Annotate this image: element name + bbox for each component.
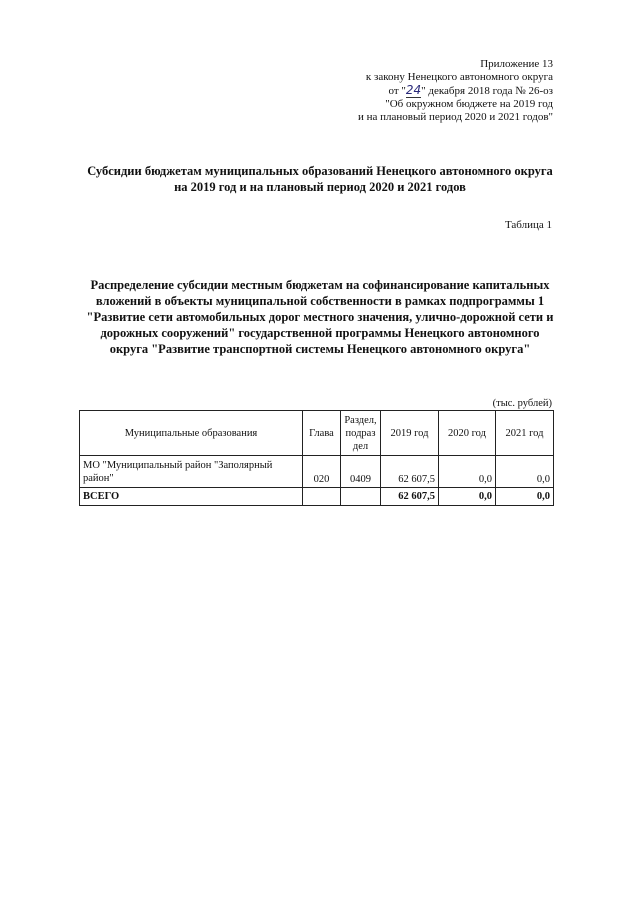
cell-2020: 0,0	[439, 456, 496, 488]
total-2019: 62 607,5	[381, 488, 439, 506]
sub-title	[70, 277, 570, 357]
total-glava-empty	[303, 488, 341, 506]
appendix-law-title-2: и на плановый период 2020 и 2021 годов"	[357, 111, 553, 123]
appendix-law-title-1: "Об окружном бюджете на 2019 год	[385, 98, 553, 110]
appendix-law-ref: к закону Ненецкого автономного округа	[365, 71, 553, 83]
sub-title-line-5: округа "Развитие транспортной системы Ненецкого автономного округа"	[109, 342, 531, 356]
header-2021: 2021 год	[496, 411, 554, 456]
sub-title-line-4: дорожных сооружений" государственной программы Ненецкого автономного	[100, 326, 540, 340]
appendix-header	[293, 58, 553, 124]
header-razdel-line-3: дел	[352, 440, 369, 452]
sub-title-line-2: вложений в объекты муниципальной собственности в рамках подпрограммы 1	[95, 294, 545, 308]
cell-glava: 020	[303, 456, 341, 488]
total-label: ВСЕГО	[80, 488, 303, 506]
units-label: (тыс. рублей)	[492, 398, 552, 409]
sub-title-line-1: Распределение субсидии местным бюджетам на софинансирование капитальных	[90, 278, 550, 292]
municipality-name-line-2: район"	[83, 472, 114, 484]
main-title	[70, 163, 570, 195]
table-row	[80, 456, 554, 488]
appendix-number: Приложение 13	[480, 58, 553, 70]
handwritten-day: 24	[405, 83, 422, 97]
header-glava: Глава	[303, 411, 341, 456]
header-2019: 2019 год	[381, 411, 439, 456]
subsidy-table	[79, 410, 554, 506]
cell-2021: 0,0	[496, 456, 554, 488]
cell-2019: 62 607,5	[381, 456, 439, 488]
appendix-date-suffix: " декабря 2018 года № 26-оз	[421, 85, 553, 97]
total-2021: 0,0	[496, 488, 554, 506]
header-razdel-line-2: подраз	[345, 427, 376, 439]
header-2020: 2020 год	[439, 411, 496, 456]
main-title-line-1: Субсидии бюджетам муниципальных образований Ненецкого автономного округа	[87, 164, 553, 178]
sub-title-line-3: "Развитие сети автомобильных дорог местного значения, улично-дорожной сети и	[86, 310, 554, 324]
total-2020: 0,0	[439, 488, 496, 506]
appendix-date-prefix: от "	[388, 85, 406, 97]
cell-razdel: 0409	[341, 456, 381, 488]
header-municipality: Муниципальные образования	[80, 411, 303, 456]
table-label: Таблица 1	[504, 219, 552, 231]
header-razdel-line-1: Раздел,	[344, 414, 377, 426]
cell-municipality	[80, 456, 303, 488]
appendix-date-line	[293, 84, 553, 98]
header-razdel	[341, 411, 381, 456]
table-total-row	[80, 488, 554, 506]
total-razdel-empty	[341, 488, 381, 506]
main-title-line-2: на 2019 год и на плановый период 2020 и 2021 годов	[174, 180, 466, 194]
municipality-name-line-1: МО "Муниципальный район "Заполярный	[83, 459, 273, 471]
table-header-row	[80, 411, 554, 456]
